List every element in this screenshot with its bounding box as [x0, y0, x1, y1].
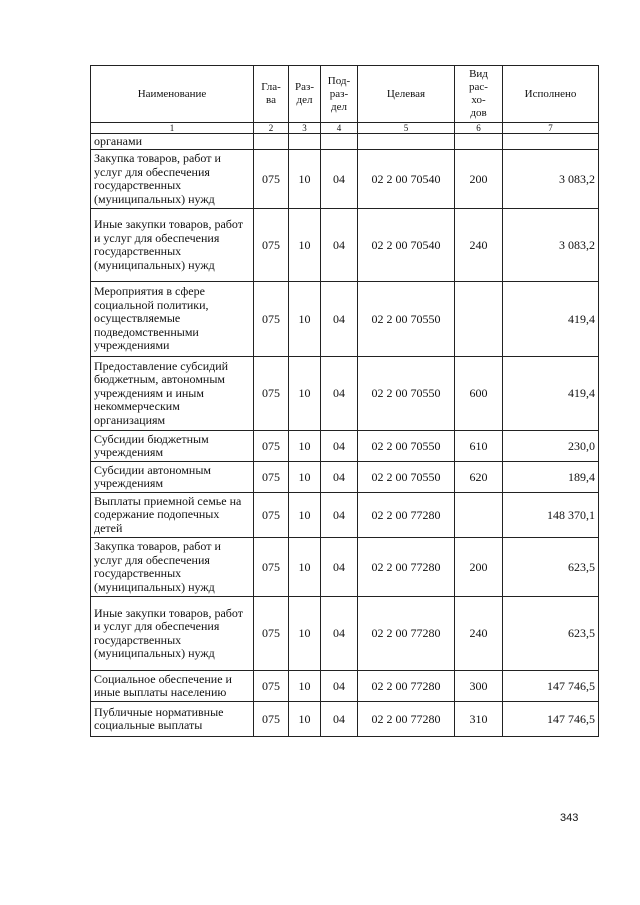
row-target: 02 2 00 70550	[358, 431, 455, 462]
table-row	[91, 597, 599, 671]
row-expense-type: 310	[455, 702, 503, 737]
header-row	[91, 66, 599, 123]
row-expense-type: 300	[455, 671, 503, 702]
row-target: 02 2 00 70550	[358, 282, 455, 357]
row-target: 02 2 00 70540	[358, 150, 455, 209]
row-name: Публичные нормативные социальные выплаты	[91, 702, 254, 737]
row-section: 10	[289, 209, 321, 282]
row-executed: 147 746,5	[503, 671, 599, 702]
table-row	[91, 538, 599, 597]
header-executed: Исполнено	[503, 66, 599, 123]
row-target: 02 2 00 70550	[358, 462, 455, 493]
row-expense-type	[455, 282, 503, 357]
row-target: 02 2 00 70540	[358, 209, 455, 282]
row-name: Субсидии автономным учреждениям	[91, 462, 254, 493]
row-chapter: 075	[254, 702, 289, 737]
row-section: 10	[289, 357, 321, 431]
row-subsection: 04	[321, 702, 358, 737]
row-name: Мероприятия в сфере социальной политики, осуществляемые подведомственными учреждениями	[91, 282, 254, 357]
row-section: 10	[289, 431, 321, 462]
row-target: 02 2 00 77280	[358, 597, 455, 671]
row-subsection: 04	[321, 282, 358, 357]
table-row	[91, 431, 599, 462]
row-name: Закупка товаров, работ и услуг для обеспечения государственных (муниципальных) нужд	[91, 538, 254, 597]
table-row	[91, 357, 599, 431]
row-chapter	[254, 134, 289, 150]
row-expense-type: 610	[455, 431, 503, 462]
row-name: Субсидии бюджетным учреждениям	[91, 431, 254, 462]
row-target: 02 2 00 77280	[358, 702, 455, 737]
row-chapter: 075	[254, 282, 289, 357]
row-executed: 148 370,1	[503, 493, 599, 538]
column-number: 6	[455, 123, 503, 134]
column-number: 7	[503, 123, 599, 134]
row-target	[358, 134, 455, 150]
row-section: 10	[289, 282, 321, 357]
header-subsection: Под- раз- дел	[321, 66, 358, 123]
column-number: 3	[289, 123, 321, 134]
row-section: 10	[289, 493, 321, 538]
row-executed: 147 746,5	[503, 702, 599, 737]
row-executed: 3 083,2	[503, 150, 599, 209]
row-expense-type: 240	[455, 209, 503, 282]
row-name: Закупка товаров, работ и услуг для обеспечения государственных (муниципальных) нужд	[91, 150, 254, 209]
row-target: 02 2 00 77280	[358, 493, 455, 538]
row-expense-type: 620	[455, 462, 503, 493]
table-row	[91, 209, 599, 282]
row-expense-type: 600	[455, 357, 503, 431]
row-section: 10	[289, 538, 321, 597]
row-section: 10	[289, 671, 321, 702]
row-name: органами	[91, 134, 254, 150]
column-number: 2	[254, 123, 289, 134]
column-number-row	[91, 123, 599, 134]
row-section: 10	[289, 150, 321, 209]
row-subsection: 04	[321, 493, 358, 538]
row-subsection: 04	[321, 538, 358, 597]
row-section	[289, 134, 321, 150]
row-section: 10	[289, 462, 321, 493]
row-subsection: 04	[321, 597, 358, 671]
row-expense-type	[455, 134, 503, 150]
row-section: 10	[289, 702, 321, 737]
row-executed: 623,5	[503, 597, 599, 671]
table-row	[91, 702, 599, 737]
row-executed: 419,4	[503, 282, 599, 357]
header-section: Раз- дел	[289, 66, 321, 123]
row-subsection: 04	[321, 462, 358, 493]
column-number: 4	[321, 123, 358, 134]
row-subsection: 04	[321, 357, 358, 431]
row-expense-type: 240	[455, 597, 503, 671]
table-row	[91, 282, 599, 357]
table-row	[91, 493, 599, 538]
row-executed	[503, 134, 599, 150]
column-number: 5	[358, 123, 455, 134]
row-name: Выплаты приемной семье на содержание подопечных детей	[91, 493, 254, 538]
row-name: Иные закупки товаров, работ и услуг для обеспечения государственных (муниципальных) нужд	[91, 209, 254, 282]
row-executed: 419,4	[503, 357, 599, 431]
page-number: 343	[560, 812, 579, 824]
row-target: 02 2 00 77280	[358, 671, 455, 702]
row-executed: 623,5	[503, 538, 599, 597]
header-name: Наименование	[91, 66, 254, 123]
row-expense-type	[455, 493, 503, 538]
row-subsection: 04	[321, 431, 358, 462]
row-executed: 3 083,2	[503, 209, 599, 282]
row-name: Иные закупки товаров, работ и услуг для обеспечения государственных (муниципальных) нужд	[91, 597, 254, 671]
row-chapter: 075	[254, 431, 289, 462]
row-chapter: 075	[254, 597, 289, 671]
row-chapter: 075	[254, 671, 289, 702]
table-row	[91, 462, 599, 493]
row-expense-type: 200	[455, 150, 503, 209]
row-subsection: 04	[321, 209, 358, 282]
row-subsection	[321, 134, 358, 150]
column-number: 1	[91, 123, 254, 134]
row-expense-type: 200	[455, 538, 503, 597]
row-subsection: 04	[321, 671, 358, 702]
table-row	[91, 150, 599, 209]
header-target: Целевая	[358, 66, 455, 123]
header-expense-type: Вид рас- хо- дов	[455, 66, 503, 123]
row-name: Предоставление субсидий бюджетным, автономным учреждениям и иным некоммерческим организациям	[91, 357, 254, 431]
row-subsection: 04	[321, 150, 358, 209]
row-chapter: 075	[254, 538, 289, 597]
row-chapter: 075	[254, 357, 289, 431]
row-executed: 230,0	[503, 431, 599, 462]
row-executed: 189,4	[503, 462, 599, 493]
header-chapter: Гла- ва	[254, 66, 289, 123]
row-chapter: 075	[254, 150, 289, 209]
row-target: 02 2 00 70550	[358, 357, 455, 431]
table-row	[91, 671, 599, 702]
row-chapter: 075	[254, 462, 289, 493]
budget-execution-table	[90, 65, 599, 737]
table-row	[91, 134, 599, 150]
row-chapter: 075	[254, 209, 289, 282]
row-chapter: 075	[254, 493, 289, 538]
row-section: 10	[289, 597, 321, 671]
row-target: 02 2 00 77280	[358, 538, 455, 597]
row-name: Социальное обеспечение и иные выплаты населению	[91, 671, 254, 702]
